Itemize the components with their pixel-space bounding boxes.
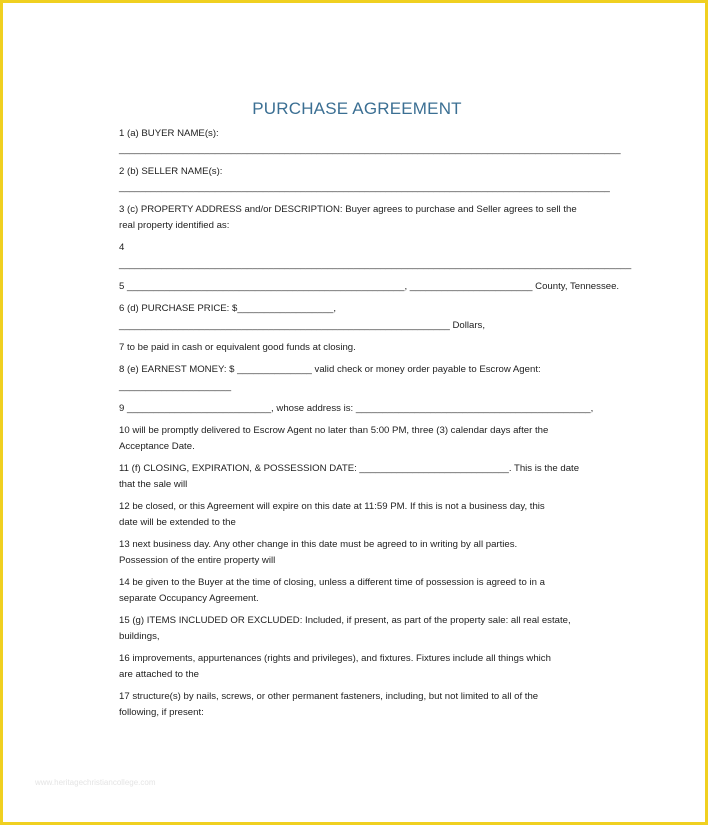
agreement-line: 7 to be paid in cash or equivalent good funds at closing.: [119, 342, 356, 353]
agreement-line: ______________________________________________________________ Dollars,: [119, 320, 485, 331]
agreement-line: _____________________: [119, 381, 232, 392]
agreement-line: buildings,: [119, 631, 160, 642]
agreement-line: Possession of the entire property will: [119, 555, 276, 566]
agreement-line: 9 ___________________________, whose address is: ____________________________________________,: [119, 403, 594, 414]
agreement-line: 17 structure(s) by nails, screws, or other permanent fasteners, including, but not limited to all of the: [119, 691, 539, 702]
agreement-line: 13 next business day. Any other change in this date must be agreed to in writing by all parties.: [119, 539, 518, 550]
agreement-line: 1 (a) BUYER NAME(s):: [119, 128, 219, 139]
agreement-line: 15 (g) ITEMS INCLUDED OR EXCLUDED: Included, if present, as part of the property sale: all real estate,: [119, 615, 571, 626]
agreement-line: 2 (b) SELLER NAME(s):: [119, 166, 223, 177]
agreement-line: 11 (f) CLOSING, EXPIRATION, & POSSESSION DATE: ____________________________. This is the date: [119, 463, 580, 474]
agreement-line: 4: [119, 242, 125, 253]
agreement-line: date will be extended to the: [119, 517, 236, 528]
agreement-line: are attached to the: [119, 669, 200, 680]
agreement-line: 12 be closed, or this Agreement will expire on this date at 11:59 PM. If this is not a business day, this: [119, 501, 545, 512]
agreement-line: 14 be given to the Buyer at the time of closing, unless a different time of possession is agreed to in a: [119, 577, 545, 588]
agreement-line: 6 (d) PURCHASE PRICE: $__________________,: [119, 303, 337, 314]
agreement-line: following, if present:: [119, 707, 204, 718]
agreement-line: Acceptance Date.: [119, 441, 195, 452]
agreement-line: ______________________________________________________________________________________________: [119, 144, 621, 155]
agreement-line: 5 ____________________________________________________, _______________________ County, Tennessee.: [119, 281, 620, 292]
agreement-line: 16 improvements, appurtenances (rights and privileges), and fixtures. Fixtures include all things which: [119, 653, 551, 664]
agreement-line: real property identified as:: [119, 220, 230, 231]
agreement-line: 8 (e) EARNEST MONEY: $ ______________ valid check or money order payable to Escrow Agent:: [119, 364, 541, 375]
agreement-line: 10 will be promptly delivered to Escrow Agent no later than 5:00 PM, three (3) calendar days after the: [119, 425, 549, 436]
agreement-line: separate Occupancy Agreement.: [119, 593, 259, 604]
agreement-line: ____________________________________________________________________________________________: [119, 182, 610, 193]
watermark: www.heritagechristiancollege.com: [35, 778, 156, 787]
document-title: PURCHASE AGREEMENT: [252, 99, 462, 118]
agreement-line: that the sale will: [119, 479, 188, 490]
agreement-line: 3 (c) PROPERTY ADDRESS and/or DESCRIPTION: Buyer agrees to purchase and Seller agrees to sell the: [119, 204, 577, 215]
agreement-line: ________________________________________________________________________________________________: [119, 259, 632, 270]
